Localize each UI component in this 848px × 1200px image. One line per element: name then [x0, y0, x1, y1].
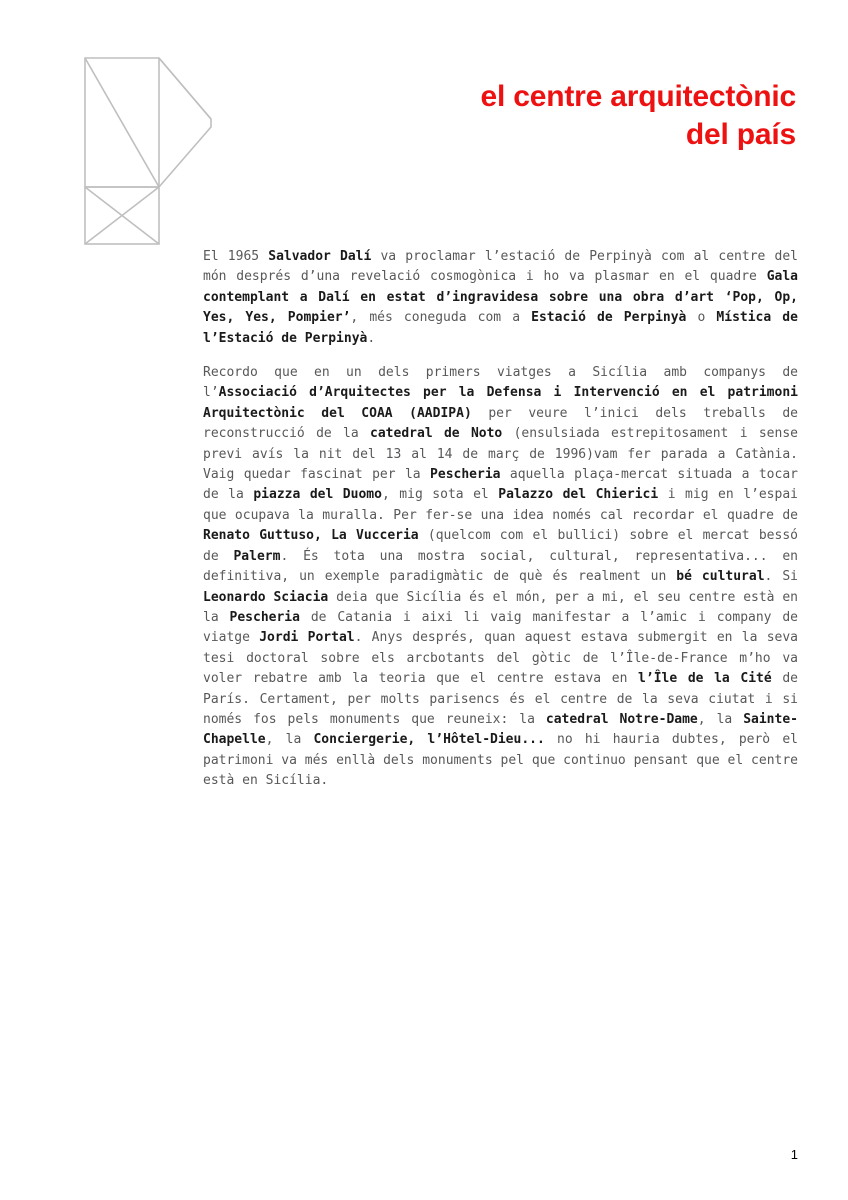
- page-number: 1: [790, 1147, 798, 1162]
- page-title: [236, 78, 796, 154]
- geometric-polygon-logo: [84, 57, 212, 245]
- page-title-line-2: del país: [685, 118, 796, 151]
- paragraph-1: El 1965 Salvador Dalí va proclamar l’estació de Perpinyà com al centre del món després d’una revelació cosmogònica i ho va plasmar en el quadre Gala contemplant a Dalí en estat d’ingravidesa sobre una obra d’art ‘Pop, Op, Yes, Yes, Pompier’, més coneguda com a Estació de Perpinyà o Mística de l’Estació de Perpinyà.: [203, 249, 798, 346]
- page-title-line-1: el centre arquitectònic: [480, 80, 796, 113]
- paragraph-2: Recordo que en un dels primers viatges a Sicília amb companys de l’Associació d’Arquitectes per la Defensa i Intervenció en el patrimoni Arquitectònic del COAA (AADIPA) per veure l’inici dels treballs de reconstrucció de la catedral de Noto (ensulsiada estrepitosament i sense previ avís la nit del 13 al 14 de març de 1996)vam fer parada a Catània. Vaig quedar fascinat per la Pescheria aquella plaça-mercat situada a tocar de la piazza del Duomo, mig sota el Palazzo del Chierici i mig en l’espai que ocupava la muralla. Per fer-se una idea només cal recordar el quadre de Renato Guttuso, La Vucceria (quelcom com el bullici) sobre el mercat bessó de Palerm. És tota una mostra social, cultural, representativa... en definitiva, un exemple paradigmàtic de què és realment un bé cultural. Si Leonardo Sciacia deia que Sicília és el món, per a mi, el seu centre està en la Pescheria de Catania i aixi li vaig manifestar a l’amic i company de viatge Jordi Portal. Anys després, quan aquest estava submergit en la seva tesi doctoral sobre els arcbotants del gòtic de l’Île-de-France m’ho va voler rebatre amb la teoria que el centre estava en l’Île de la Cité de París. Certament, per molts parisencs és el centre de la seva ciutat i si només fos pels monuments que reuneix: la catedral Notre-Dame, la Sainte-Chapelle, la Conciergerie, l’Hôtel-Dieu... no hi hauria dubtes, però el patrimoni va més enllà dels monuments pel que continuo pensant que el centre està en Sicília.: [203, 365, 799, 789]
- article-body: [203, 247, 798, 806]
